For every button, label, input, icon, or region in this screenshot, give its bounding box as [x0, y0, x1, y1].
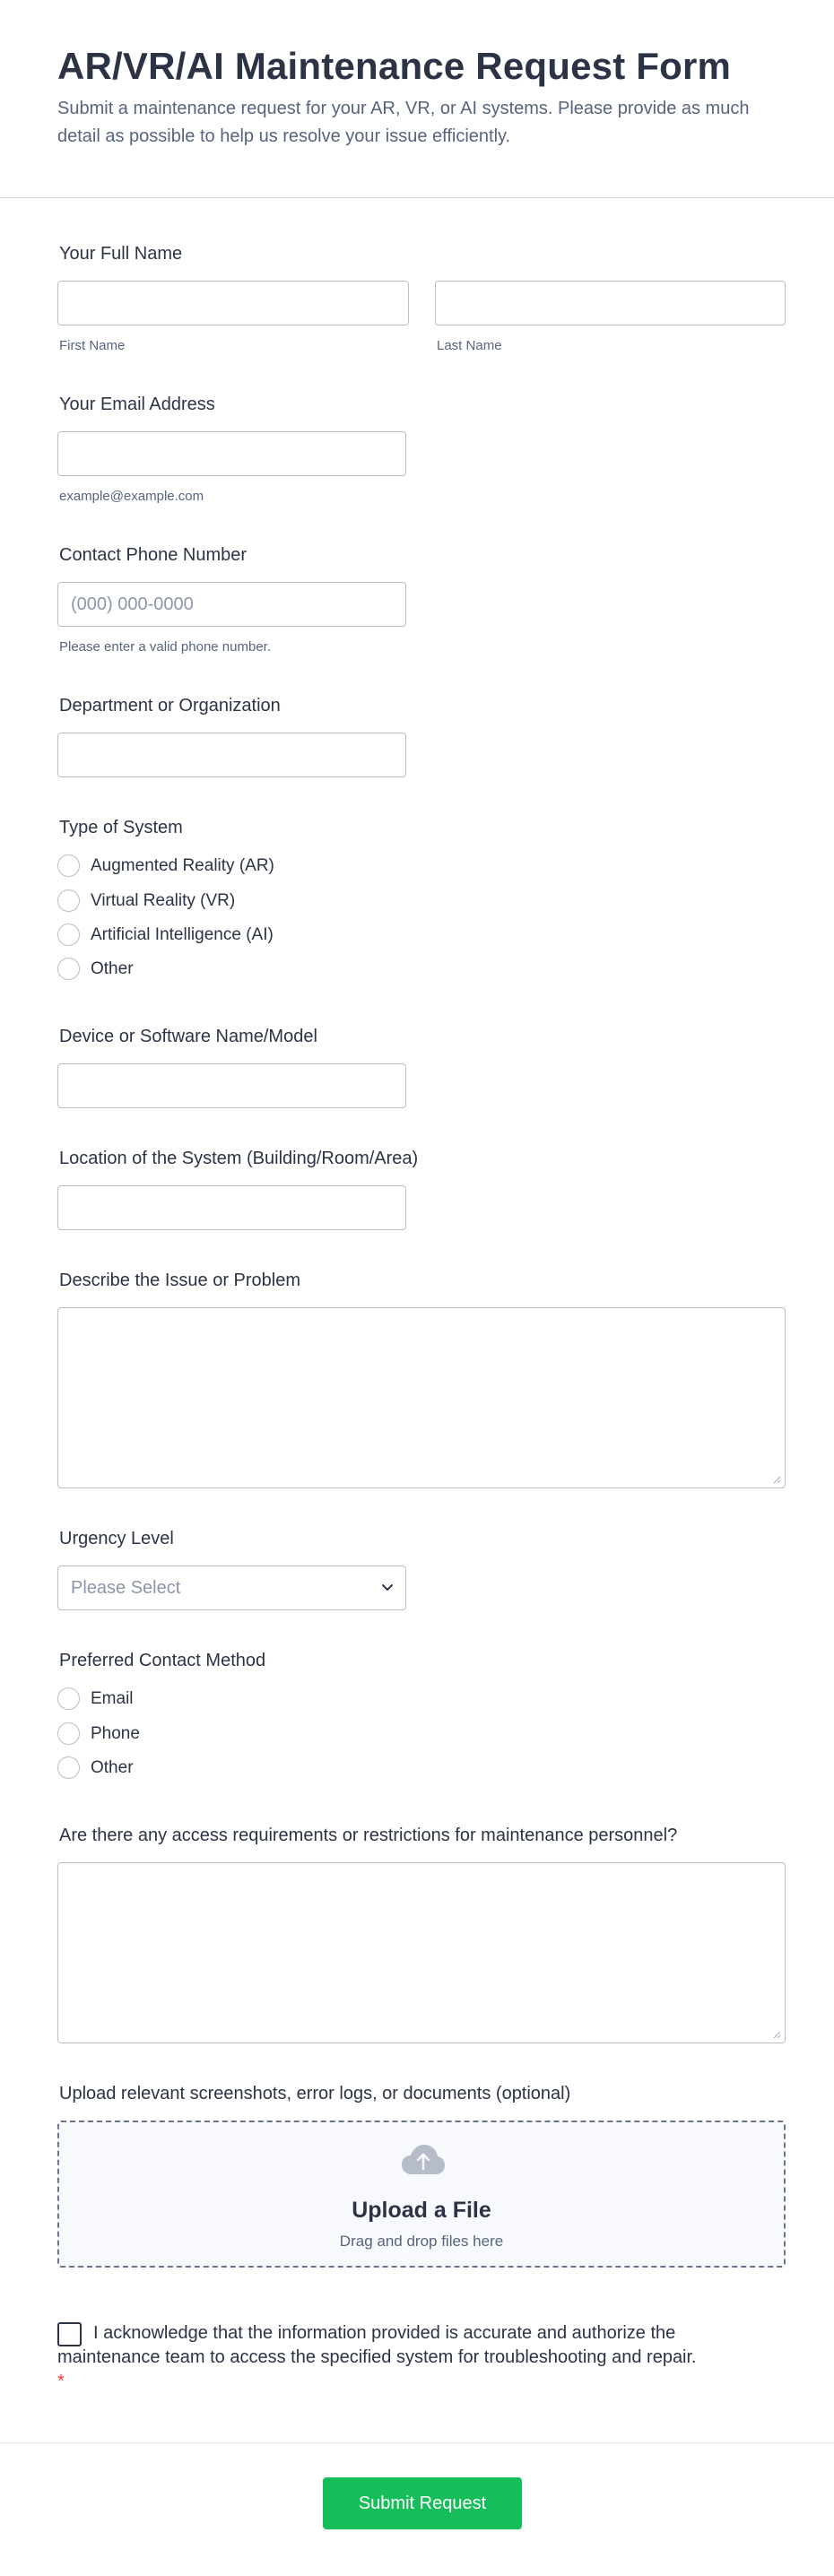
form-header	[0, 0, 834, 198]
phone-label: Contact Phone Number	[59, 545, 248, 565]
radio-label: Phone	[91, 1724, 140, 1743]
urgency-select[interactable]	[57, 1566, 406, 1610]
last-name-input[interactable]	[435, 281, 786, 325]
upload-title: Upload a File	[352, 2198, 491, 2223]
phone-sublabel: Please enter a valid phone number.	[59, 639, 271, 655]
form-footer	[0, 2442, 834, 2576]
radio-label: Virtual Reality (VR)	[91, 891, 236, 910]
phone-input[interactable]	[57, 582, 406, 627]
location-label: Location of the System (Building/Room/Area)	[59, 1149, 419, 1168]
radio-button[interactable]	[57, 958, 80, 980]
radio-button[interactable]	[57, 854, 80, 877]
device-label: Device or Software Name/Model	[59, 1027, 317, 1046]
access-label: Are there any access requirements or restrictions for maintenance personnel?	[59, 1826, 678, 1845]
radio-button[interactable]	[57, 1722, 80, 1745]
resize-grip-icon[interactable]	[772, 2030, 781, 2039]
location-input[interactable]	[57, 1185, 406, 1230]
required-mark: *	[57, 2372, 65, 2391]
phone-placeholder: (000) 000-0000	[71, 594, 194, 614]
radio-button[interactable]	[57, 1756, 80, 1779]
contact-method-label: Preferred Contact Method	[59, 1651, 266, 1670]
upload-subtitle: Drag and drop files here	[339, 2233, 504, 2250]
department-input[interactable]	[57, 733, 406, 777]
urgency-label: Urgency Level	[59, 1529, 174, 1548]
issue-label: Describe the Issue or Problem	[59, 1271, 301, 1290]
email-input[interactable]	[57, 431, 406, 476]
radio-button[interactable]	[57, 1687, 80, 1710]
radio-label: Artificial Intelligence (AI)	[91, 925, 274, 944]
radio-button[interactable]	[57, 924, 80, 946]
device-input[interactable]	[57, 1063, 406, 1108]
email-label: Your Email Address	[59, 395, 215, 414]
cloud-upload-icon	[401, 2144, 446, 2176]
access-textarea[interactable]	[57, 1862, 786, 2043]
acknowledge-text: I acknowledge that the information provided is accurate and authorize the maintenance team to access the specified system for troubleshooting and repair.	[57, 2323, 697, 2367]
email-sublabel: example@example.com	[59, 489, 204, 504]
radio-label: Email	[91, 1689, 134, 1708]
first-name-input[interactable]	[57, 281, 409, 325]
first-name-sublabel: First Name	[59, 338, 126, 353]
radio-button[interactable]	[57, 889, 80, 912]
last-name-sublabel: Last Name	[437, 338, 502, 353]
urgency-selected: Please Select	[71, 1578, 181, 1598]
issue-textarea[interactable]	[57, 1307, 786, 1488]
resize-grip-icon[interactable]	[772, 1475, 781, 1484]
form-subtitle: Submit a maintenance request for your AR, VR, or AI systems. Please provide as much detail as possible to help us resolve your issue efficiently.	[57, 99, 750, 146]
file-upload-dropzone[interactable]	[57, 2121, 786, 2268]
radio-label: Other	[91, 959, 134, 978]
radio-label: Augmented Reality (AR)	[91, 856, 274, 875]
radio-label: Other	[91, 1758, 134, 1777]
full-name-label: Your Full Name	[59, 244, 183, 264]
system-type-label: Type of System	[59, 818, 183, 837]
acknowledge-checkbox[interactable]	[57, 2322, 82, 2346]
department-label: Department or Organization	[59, 696, 281, 716]
submit-button[interactable]: Submit Request	[323, 2477, 522, 2529]
chevron-down-icon	[380, 1582, 395, 1594]
upload-label: Upload relevant screenshots, error logs, or documents (optional)	[59, 2084, 571, 2103]
form-title: AR/VR/AI Maintenance Request Form	[57, 45, 732, 87]
acknowledge-label	[57, 2321, 703, 2394]
